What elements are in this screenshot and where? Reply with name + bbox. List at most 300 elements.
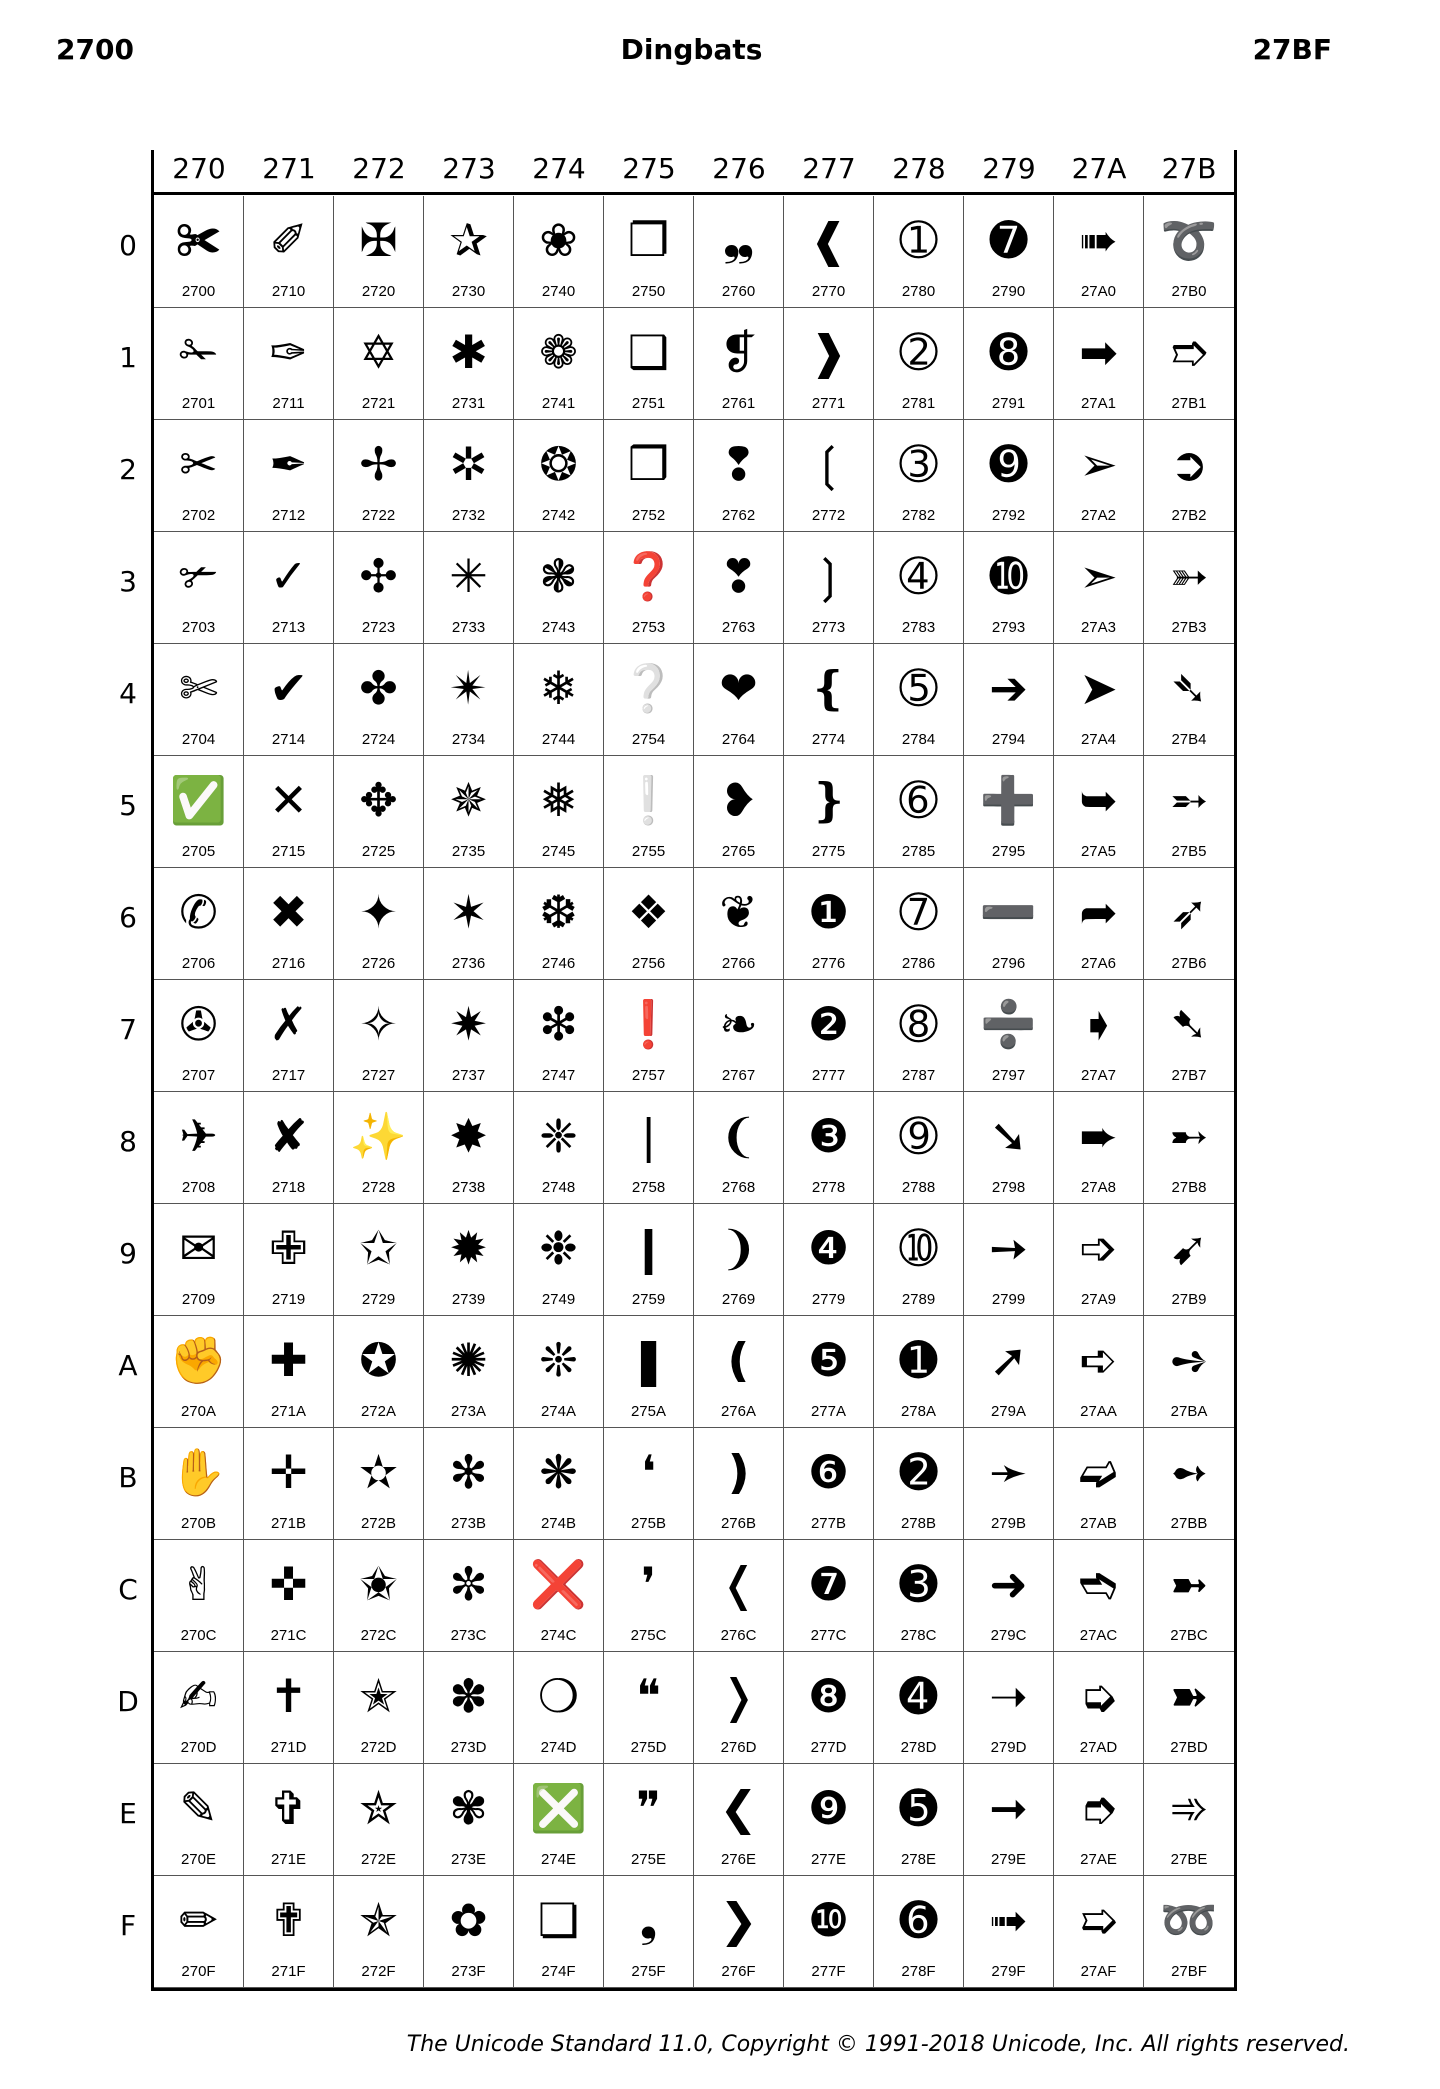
code-point-label: 2701 [181,395,216,412]
chart-cell [334,1652,424,1764]
glyph: ❈ [539,1109,578,1163]
glyph: ✎ [179,1781,218,1835]
glyph: ✲ [449,437,488,491]
code-point-label: 27AB [1080,1515,1117,1532]
column-header: 278 [892,152,946,185]
glyph: ❊ [539,1333,578,1387]
chart-cell [964,1764,1054,1876]
chart-cell [1054,196,1144,308]
chart-cell [244,308,334,420]
column-header: 276 [712,152,766,185]
chart-cell [154,1876,244,1988]
chart-cell [784,1428,874,1540]
code-point-label: 2744 [541,731,576,748]
glyph: ✭ [359,1669,398,1723]
glyph: ❒ [627,437,670,491]
chart-cell [1054,1764,1144,1876]
code-point-label: 275A [630,1403,667,1420]
chart-cell [424,420,514,532]
code-point-label: 278C [900,1627,937,1644]
row-header: 1 [119,341,137,374]
glyph: ❏ [537,1893,580,1947]
glyph: ✌ [179,1557,218,1611]
code-point-label: 2798 [991,1179,1026,1196]
code-point-label: 27A4 [1080,731,1117,748]
column-header: 27A [1071,152,1127,185]
column-header: 274 [532,152,586,185]
code-point-label: 27A9 [1080,1291,1117,1308]
chart-cell [154,532,244,644]
code-point-label: 271D [270,1739,307,1756]
code-point-label: 2702 [181,507,216,524]
glyph: ➻ [1169,1445,1209,1499]
chart-cell [964,196,1054,308]
glyph: ➈ [899,1109,938,1163]
glyph: ❆ [539,885,578,939]
code-point-label: 27B5 [1171,843,1207,860]
code-point-label: 278F [901,1963,936,1980]
glyph: ➘ [989,1109,1028,1163]
chart-cell [964,532,1054,644]
code-point-label: 276C [720,1627,757,1644]
glyph: ❺ [807,1333,850,1387]
chart-cell [424,756,514,868]
chart-cell [694,868,784,980]
chart-cell [1054,1316,1144,1428]
chart-cell [604,308,694,420]
code-point-label: 2714 [271,731,306,748]
code-point-label: 27B7 [1171,1067,1207,1084]
code-point-label: 2723 [361,619,396,636]
chart-cell [1054,1092,1144,1204]
chart-cell [874,1652,964,1764]
glyph: ✫ [359,1445,398,1499]
glyph: ✣ [359,549,398,603]
code-point-label: 2708 [181,1179,216,1196]
code-point-label: 2703 [181,619,216,636]
code-point-label: 271A [270,1403,307,1420]
glyph: ➪ [1079,1333,1118,1387]
code-point-label: 2705 [181,843,216,860]
chart-cell [784,980,874,1092]
code-point-label: 2711 [272,395,305,412]
chart-cell [154,1540,244,1652]
code-point-label: 2764 [721,731,756,748]
chart-cell [244,1316,334,1428]
code-point-label: 27AF [1080,1963,1117,1980]
chart-cell [694,1204,784,1316]
row-header: C [118,1573,138,1606]
glyph: ❷ [807,997,850,1051]
glyph: ➭ [1079,1669,1118,1723]
glyph: ➇ [899,997,938,1051]
code-point-label: 27AC [1079,1627,1118,1644]
code-point-label: 278D [900,1739,937,1756]
header-vertical-rule [151,150,154,198]
chart-cell [1054,308,1144,420]
chart-cell [694,420,784,532]
row-header: 7 [119,1013,137,1046]
glyph: ➹ [1169,1221,1209,1275]
chart-cell [154,1204,244,1316]
glyph: ❦ [719,885,758,939]
glyph: ✧ [359,997,398,1051]
code-point-label: 2787 [901,1067,936,1084]
code-point-label: 2707 [181,1067,216,1084]
code-point-label: 271F [271,1963,306,1980]
chart-cell [874,1428,964,1540]
code-point-label: 276A [720,1403,757,1420]
glyph: ❭ [719,1669,758,1723]
chart-cell [1144,308,1234,420]
code-point-label: 2791 [991,395,1026,412]
chart-cell [874,1092,964,1204]
glyph: ❫ [719,1445,758,1499]
glyph: ✡ [359,325,398,379]
glyph: ✞ [269,1781,308,1835]
chart-cell [334,868,424,980]
chart-cell [154,980,244,1092]
chart-cell [514,868,604,980]
code-point-label: 2778 [811,1179,846,1196]
glyph: ❾ [807,1781,850,1835]
glyph: ❸ [807,1109,850,1163]
code-point-label: 2756 [631,955,666,972]
glyph: ✂ [179,437,218,491]
code-point-label: 277C [810,1627,847,1644]
glyph: ✛ [269,1445,308,1499]
glyph: ❵ [809,773,848,827]
chart-cell [874,196,964,308]
code-point-label: 2739 [451,1291,486,1308]
code-point-label: 2780 [901,283,936,300]
glyph: ➝ [989,1669,1028,1723]
code-point-label: 2747 [541,1067,576,1084]
chart-cell [514,644,604,756]
chart-cell [244,1540,334,1652]
code-point-label: 2792 [991,507,1026,524]
code-point-label: 2775 [811,843,846,860]
glyph: ✿ [449,1893,488,1947]
chart-cell [244,1764,334,1876]
glyph: ✙ [269,1221,308,1275]
code-point-label: 2762 [721,507,756,524]
code-point-label: 2759 [631,1291,666,1308]
code-point-label: 27AE [1080,1851,1117,1868]
glyph: ❂ [539,437,578,491]
glyph: ❇ [539,997,578,1051]
code-point-label: 275C [630,1627,667,1644]
chart-cell [424,1876,514,1988]
glyph: ✖ [269,885,308,939]
chart-cell [784,196,874,308]
glyph: ➧ [1079,997,1118,1051]
chart-cell [154,756,244,868]
row-header: 0 [119,229,137,262]
chart-cell [424,1428,514,1540]
chart-cell [514,532,604,644]
row-header: 2 [119,453,137,486]
glyph: ❣ [719,549,758,603]
chart-cell [1054,1876,1144,1988]
glyph: ➃ [899,549,938,603]
chart-cell [874,308,964,420]
glyph: ❎ [529,1781,588,1835]
chart-cell [424,868,514,980]
code-point-label: 270E [180,1851,217,1868]
glyph: ✠ [359,213,398,267]
chart-cell [964,868,1054,980]
code-point-label: 2754 [631,731,666,748]
glyph: ❍ [537,1669,580,1723]
chart-cell [154,308,244,420]
glyph: ➕ [979,773,1038,827]
code-point-label: 2763 [721,619,756,636]
glyph: ➿ [1160,1893,1218,1947]
glyph: ✳ [449,549,488,603]
chart-cell [604,1316,694,1428]
code-point-label: 2729 [361,1291,396,1308]
glyph: ✘ [269,1109,308,1163]
glyph: ➅ [899,773,938,827]
code-point-label: 2768 [721,1179,756,1196]
glyph: ✥ [359,773,398,827]
glyph: ➵ [1169,773,1209,827]
code-point-label: 277A [810,1403,847,1420]
glyph: ➰ [1160,213,1218,267]
chart-cell [424,980,514,1092]
glyph: ➶ [1169,885,1209,939]
chart-cell [784,1092,874,1204]
glyph: ➣ [1079,549,1118,603]
chart-cell [244,756,334,868]
glyph: ➤ [1079,661,1118,715]
glyph: ❌ [529,1557,588,1611]
chart-cell [874,1316,964,1428]
glyph: ❁ [539,325,578,379]
glyph: ✪ [359,1333,398,1387]
code-point-label: 272F [361,1963,396,1980]
glyph: ❜ [641,1557,656,1611]
code-point-label: 27A3 [1080,619,1117,636]
code-point-label: 27A0 [1080,283,1117,300]
chart-cell [874,868,964,980]
chart-cell [424,1652,514,1764]
code-point-label: 2752 [631,507,666,524]
glyph: ➆ [899,885,938,939]
glyph: ❯ [719,1893,758,1947]
row-header: 4 [119,677,137,710]
chart-cell [784,868,874,980]
glyph: ➯ [1079,1893,1118,1947]
chart-cell [964,1092,1054,1204]
chart-cell [784,756,874,868]
code-point-label: 27BD [1170,1739,1208,1756]
chart-cell [1144,532,1234,644]
range-end-label: 27BF [1252,33,1332,66]
code-point-label: 2755 [631,843,666,860]
code-point-label: 274E [540,1851,577,1868]
chart-cell [244,868,334,980]
code-point-label: 2786 [901,955,936,972]
glyph: ✓ [269,549,308,603]
code-point-label: 2736 [451,955,486,972]
glyph: ➋ [899,1445,938,1499]
glyph: ➓ [989,549,1028,603]
code-point-label: 2712 [271,507,306,524]
glyph: ✐ [269,213,308,267]
chart-cell [604,980,694,1092]
code-point-label: 279C [990,1627,1027,1644]
code-point-label: 274B [540,1515,577,1532]
code-point-label: 277F [811,1963,846,1980]
chart-cell [1054,1204,1144,1316]
glyph: ➠ [1079,213,1118,267]
chart-cell [514,1540,604,1652]
chart-cell [334,1092,424,1204]
chart-cell [154,420,244,532]
glyph: ✃ [179,549,218,603]
chart-cell [604,756,694,868]
chart-cell [694,644,784,756]
glyph: ✺ [449,1333,488,1387]
chart-cell [154,644,244,756]
row-header: B [118,1461,138,1494]
glyph: ❮ [719,1781,758,1835]
glyph: ✚ [269,1333,308,1387]
glyph: ✩ [359,1221,398,1275]
chart-cell [1144,1652,1234,1764]
chart-cell [514,1092,604,1204]
glyph: ✹ [449,1221,488,1275]
chart-cell [874,1876,964,1988]
chart-cell [604,1540,694,1652]
glyph: ✋ [169,1445,228,1499]
code-point-label: 275B [630,1515,667,1532]
code-point-label: 2740 [541,283,576,300]
code-point-label: 2710 [271,283,306,300]
code-point-label: 2781 [901,395,936,412]
code-point-label: 27B8 [1171,1179,1207,1196]
code-point-label: 2784 [901,731,936,748]
chart-cell [514,308,604,420]
glyph: ✍ [179,1669,218,1723]
code-point-label: 2709 [181,1291,216,1308]
code-point-label: 2706 [181,955,216,972]
glyph: ➱ [1169,325,1209,379]
code-point-label: 2795 [991,843,1026,860]
chart-cell [604,1092,694,1204]
chart-cell [424,308,514,420]
glyph: ❤ [719,661,758,715]
code-point-label: 2717 [271,1067,306,1084]
glyph: ❛ [641,1445,656,1499]
chart-cell [784,1540,874,1652]
glyph: ❖ [627,885,670,939]
code-point-label: 2738 [451,1179,486,1196]
chart-cell [514,1316,604,1428]
code-point-label: 276B [720,1515,757,1532]
code-point-label: 272C [360,1627,397,1644]
column-header: 275 [622,152,676,185]
code-point-label: 2750 [631,283,666,300]
glyph: ✏ [179,1893,218,1947]
code-point-label: 2770 [811,283,846,300]
glyph: ❲ [809,437,848,491]
glyph: ❓ [619,549,678,603]
chart-cell [244,1652,334,1764]
chart-cell [334,420,424,532]
chart-cell [334,1540,424,1652]
chart-cell [1144,1764,1234,1876]
glyph: ➟ [989,1893,1028,1947]
code-point-label: 27B9 [1171,1291,1207,1308]
code-point-label: 270C [180,1627,217,1644]
code-point-label: 2741 [541,395,576,412]
code-point-label: 2785 [901,843,936,860]
code-point-label: 2730 [451,283,486,300]
code-point-label: 270A [180,1403,217,1420]
code-point-label: 2788 [901,1179,936,1196]
code-point-label: 277D [810,1739,847,1756]
chart-cell [874,1540,964,1652]
code-point-label: 2731 [451,395,486,412]
glyph: ❘ [629,1109,668,1163]
glyph: ✅ [169,773,228,827]
glyph: ➄ [899,661,938,715]
chart-cell [514,1428,604,1540]
chart-cell [1054,1540,1144,1652]
chart-cell [604,644,694,756]
row-header: 3 [119,565,137,598]
code-point-label: 27BE [1170,1851,1208,1868]
chart-cell [784,644,874,756]
chart-cell [154,868,244,980]
glyph: ❱ [809,325,848,379]
code-point-label: 274F [541,1963,576,1980]
code-point-label: 2789 [901,1291,936,1308]
glyph: ✱ [449,325,488,379]
chart-cell [604,1876,694,1988]
chart-cell [1144,868,1234,980]
glyph: ➊ [899,1333,938,1387]
code-point-label: 2742 [541,507,576,524]
glyph: ✑ [269,325,308,379]
chart-cell [874,420,964,532]
chart-cell [244,644,334,756]
code-point-label: 274D [540,1739,577,1756]
glyph: ✇ [179,997,218,1051]
glyph: ✒ [269,437,308,491]
glyph: ✄ [179,661,218,715]
code-point-label: 272A [360,1403,397,1420]
glyph: ➐ [989,213,1028,267]
code-point-label: 274C [540,1627,577,1644]
chart-cell [424,1540,514,1652]
chart-cell [1054,532,1144,644]
code-point-label: 2794 [991,731,1026,748]
code-point-label: 2797 [991,1067,1026,1084]
code-point-label: 271C [270,1627,307,1644]
code-point-label: 2761 [721,395,756,412]
code-point-label: 279F [991,1963,1026,1980]
copyright-footer: The Unicode Standard 11.0, Copyright © 1991-2018 Unicode, Inc. All rights reserved. [406,2032,1350,2057]
chart-cell [1144,1204,1234,1316]
glyph: ✶ [449,885,488,939]
code-point-label: 272D [360,1739,397,1756]
glyph: ❶ [807,885,850,939]
glyph: ❅ [539,773,578,827]
